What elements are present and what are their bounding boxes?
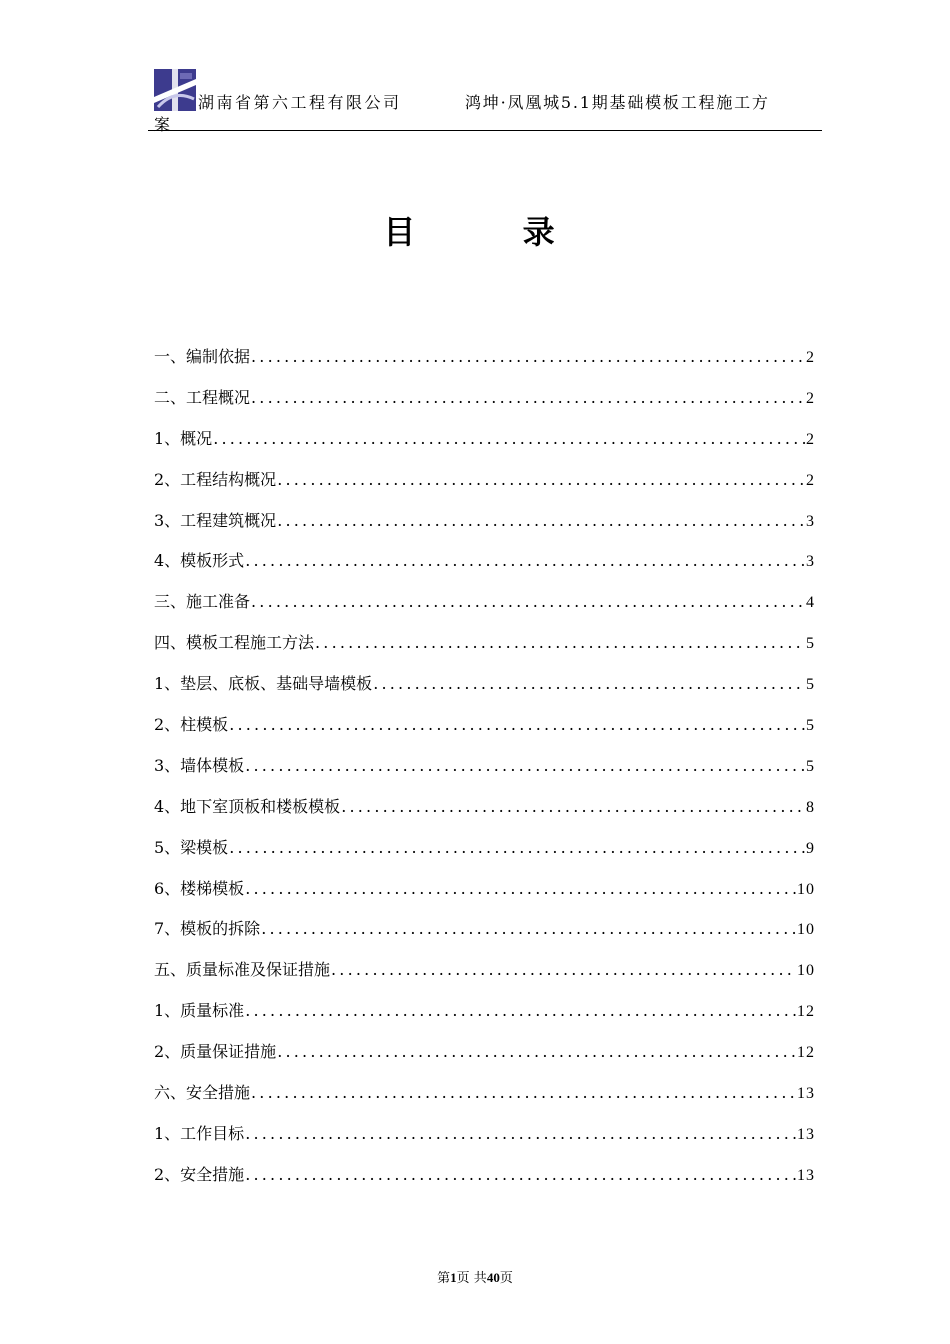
footer-total-pages: 40 <box>486 1270 500 1285</box>
header-company-name: 湖南省第六工程有限公司 <box>198 93 402 112</box>
footer-suffix: 页 <box>499 1271 513 1286</box>
toc-entry-page-number: 5 <box>806 635 815 653</box>
toc-leader-dots <box>245 551 805 570</box>
toc-entry-label: 2、柱模板 <box>154 715 229 735</box>
footer-current-page: 1 <box>450 1270 457 1285</box>
toc-entry[interactable] <box>154 712 815 753</box>
toc-entry-label: 二、工程概况 <box>154 387 251 407</box>
toc-entry-label: 2、质量保证措施 <box>154 1042 277 1062</box>
toc-leader-dots <box>229 715 805 734</box>
toc-entry-page-number: 5 <box>806 676 815 694</box>
toc-leader-dots <box>251 1083 796 1102</box>
toc-entry-label: 1、工作目标 <box>154 1123 245 1143</box>
toc-entry-label: 三、施工准备 <box>154 592 251 612</box>
toc-entry-label: 四、模板工程施工方法 <box>154 633 315 653</box>
toc-entry-page-number: 4 <box>806 594 815 612</box>
toc-leader-dots <box>315 633 805 652</box>
toc-entry-label: 6、楼梯模板 <box>154 878 245 898</box>
toc-leader-dots <box>277 1042 796 1061</box>
toc-entry-page-number: 10 <box>797 962 815 980</box>
toc-leader-dots <box>251 592 805 611</box>
page-title: 目 录 <box>383 213 603 251</box>
toc-leader-dots <box>229 838 805 857</box>
company-logo <box>154 69 196 111</box>
toc-entry-label: 2、工程结构概况 <box>154 469 277 489</box>
page-footer <box>0 1267 950 1286</box>
toc-entry[interactable] <box>154 385 815 426</box>
header-divider <box>148 130 822 131</box>
toc-entry-page-number: 5 <box>806 757 815 775</box>
toc-leader-dots <box>341 797 805 816</box>
toc-entry[interactable] <box>154 998 815 1039</box>
footer-prefix: 第 <box>437 1271 451 1286</box>
toc-leader-dots <box>245 1165 796 1184</box>
toc-entry[interactable] <box>154 630 815 671</box>
toc-leader-dots <box>251 347 805 366</box>
toc-entry-page-number: 8 <box>806 798 815 816</box>
toc-entry-page-number: 3 <box>806 553 815 571</box>
toc-entry-label: 1、质量标准 <box>154 1001 245 1021</box>
toc-entry[interactable] <box>154 671 815 712</box>
toc-entry-page-number: 3 <box>806 512 815 530</box>
toc-entry-page-number: 5 <box>806 717 815 735</box>
toc-entry-label: 2、安全措施 <box>154 1164 245 1184</box>
toc-entry-label: 5、梁模板 <box>154 837 229 857</box>
toc-entry-label: 3、工程建筑概况 <box>154 510 277 530</box>
toc-leader-dots <box>277 511 805 530</box>
footer-middle: 页 共 <box>456 1271 487 1286</box>
toc-entry[interactable] <box>154 1080 815 1121</box>
toc-entry-page-number: 13 <box>797 1125 815 1143</box>
toc-entry-page-number: 13 <box>797 1166 815 1184</box>
company-logo-mark <box>154 69 196 111</box>
toc-entry[interactable] <box>154 548 815 589</box>
toc-entry[interactable] <box>154 753 815 794</box>
toc-entry[interactable] <box>154 876 815 917</box>
toc-leader-dots <box>245 756 805 775</box>
toc-entry-label: 五、质量标准及保证措施 <box>154 960 331 980</box>
toc-entry-label: 7、模板的拆除 <box>154 919 261 939</box>
toc-entry-label: 3、墙体模板 <box>154 755 245 775</box>
toc-entry-page-number: 2 <box>806 349 815 366</box>
toc-entry[interactable] <box>154 1121 815 1162</box>
toc-entry[interactable] <box>154 508 815 549</box>
toc-leader-dots <box>251 388 805 407</box>
header-project-title-wrap: 案 <box>154 115 171 134</box>
toc-entry-label: 1、概况 <box>154 428 213 448</box>
toc-entry[interactable] <box>154 794 815 835</box>
toc-leader-dots <box>373 674 805 693</box>
toc-entry[interactable] <box>154 1162 815 1203</box>
toc-entry-page-number: 10 <box>797 921 815 939</box>
toc-entry-page-number: 13 <box>797 1085 815 1103</box>
toc-entry[interactable] <box>154 426 815 467</box>
toc-entry-page-number: 9 <box>806 839 815 857</box>
toc-leader-dots <box>277 470 805 489</box>
toc-leader-dots <box>261 919 796 938</box>
toc-leader-dots <box>331 960 796 979</box>
toc-entry[interactable] <box>154 835 815 876</box>
header-project-title: 鸿坤·凤凰城5.1期基础模板工程施工方 <box>465 93 770 112</box>
toc-entry[interactable] <box>154 916 815 957</box>
toc-leader-dots <box>245 1001 796 1020</box>
toc-entry-label: 六、安全措施 <box>154 1083 251 1103</box>
toc-entry-page-number: 2 <box>806 471 815 489</box>
toc-entry-label: 一、编制依据 <box>154 347 251 366</box>
toc-entry-label: 4、地下室顶板和楼板模板 <box>154 796 341 816</box>
toc-leader-dots <box>245 1124 796 1143</box>
toc-entry[interactable] <box>154 1039 815 1080</box>
toc-entry-page-number: 10 <box>797 880 815 898</box>
toc-entry-label: 1、垫层、底板、基础导墙模板 <box>154 674 373 694</box>
toc-entry-label: 4、模板形式 <box>154 551 245 571</box>
toc-entry[interactable] <box>154 467 815 508</box>
toc-entry[interactable] <box>154 957 815 998</box>
toc-entry-page-number: 2 <box>806 430 815 448</box>
toc-leader-dots <box>213 429 805 448</box>
toc-entry-page-number: 12 <box>797 1044 815 1062</box>
toc-leader-dots <box>245 879 796 898</box>
toc-entry[interactable] <box>154 589 815 630</box>
toc-entry-page-number: 2 <box>806 389 815 407</box>
table-of-contents <box>154 344 815 1203</box>
toc-entry-page-number: 12 <box>797 1003 815 1021</box>
toc-entry[interactable] <box>154 344 815 385</box>
